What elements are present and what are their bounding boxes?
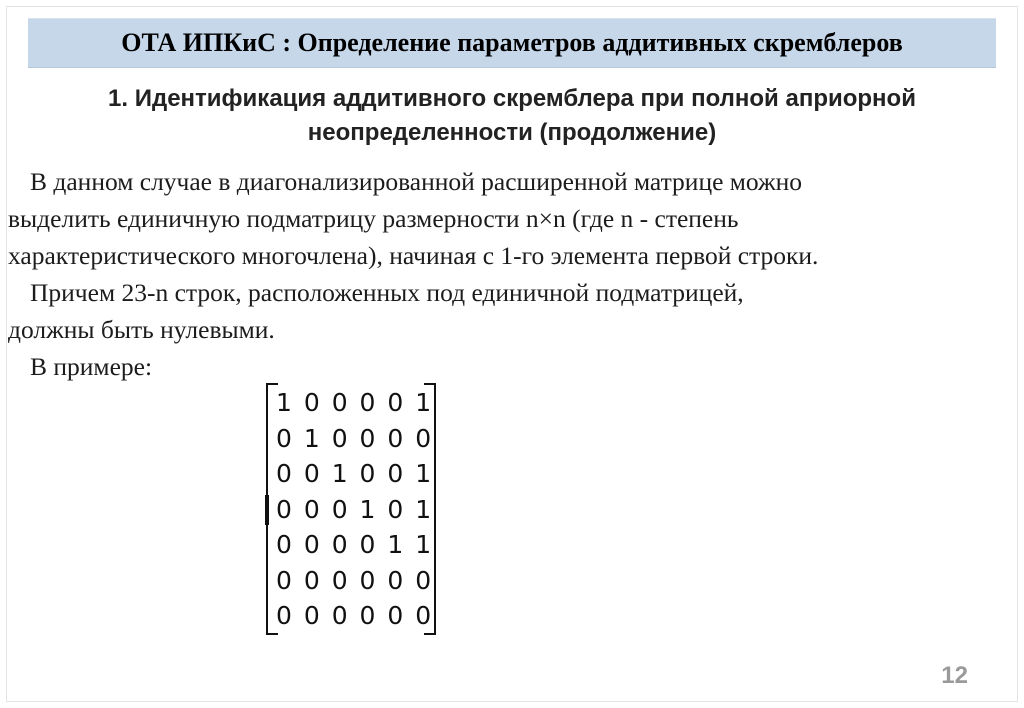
matrix-row: 0 0 0 0 1 1 xyxy=(276,530,434,559)
matrix-row: 0 0 0 0 0 0 xyxy=(276,601,434,630)
matrix-rows xyxy=(276,385,433,634)
paragraph-2-line-2: должны быть нулевыми. xyxy=(8,315,275,344)
matrix-bracket-mark xyxy=(265,495,269,525)
matrix-row: 0 1 0 0 0 0 xyxy=(276,423,434,453)
header-bar xyxy=(28,18,996,68)
body-text xyxy=(8,163,1008,385)
slide-subtitle xyxy=(20,82,1004,150)
subtitle-line-2: неопределенности (продолжение) xyxy=(307,119,717,146)
paragraph-2-line-1: Причем 23-n строк, расположенных под единичной подматрицей, xyxy=(30,278,744,307)
example-label: В примере: xyxy=(30,352,153,381)
page-number: 12 xyxy=(941,662,968,689)
header-title: ОТА ИПКиС : Определение параметров аддитивных скремблеров xyxy=(121,28,903,57)
matrix-row: 0 0 1 0 0 1 xyxy=(276,459,434,488)
matrix xyxy=(262,383,452,635)
matrix-row: 1 0 0 0 0 1 xyxy=(276,388,434,417)
paragraph-1-line-3: характеристического многочлена), начиная с 1-го элемента первой строки. xyxy=(8,241,819,270)
matrix-row: 0 0 0 0 0 0 xyxy=(276,565,434,595)
paragraph-1-line-1: В данном случае в диагонализированной расширенной матрице можно xyxy=(30,167,803,196)
subtitle-line-1: 1. Идентификация аддитивного скремблера при полной априорной xyxy=(108,85,916,112)
matrix-row: 0 0 0 1 0 1 xyxy=(276,494,434,524)
paragraph-1-line-2: выделить единичную подматрицу размерности n×n (где n - степень xyxy=(8,204,739,233)
